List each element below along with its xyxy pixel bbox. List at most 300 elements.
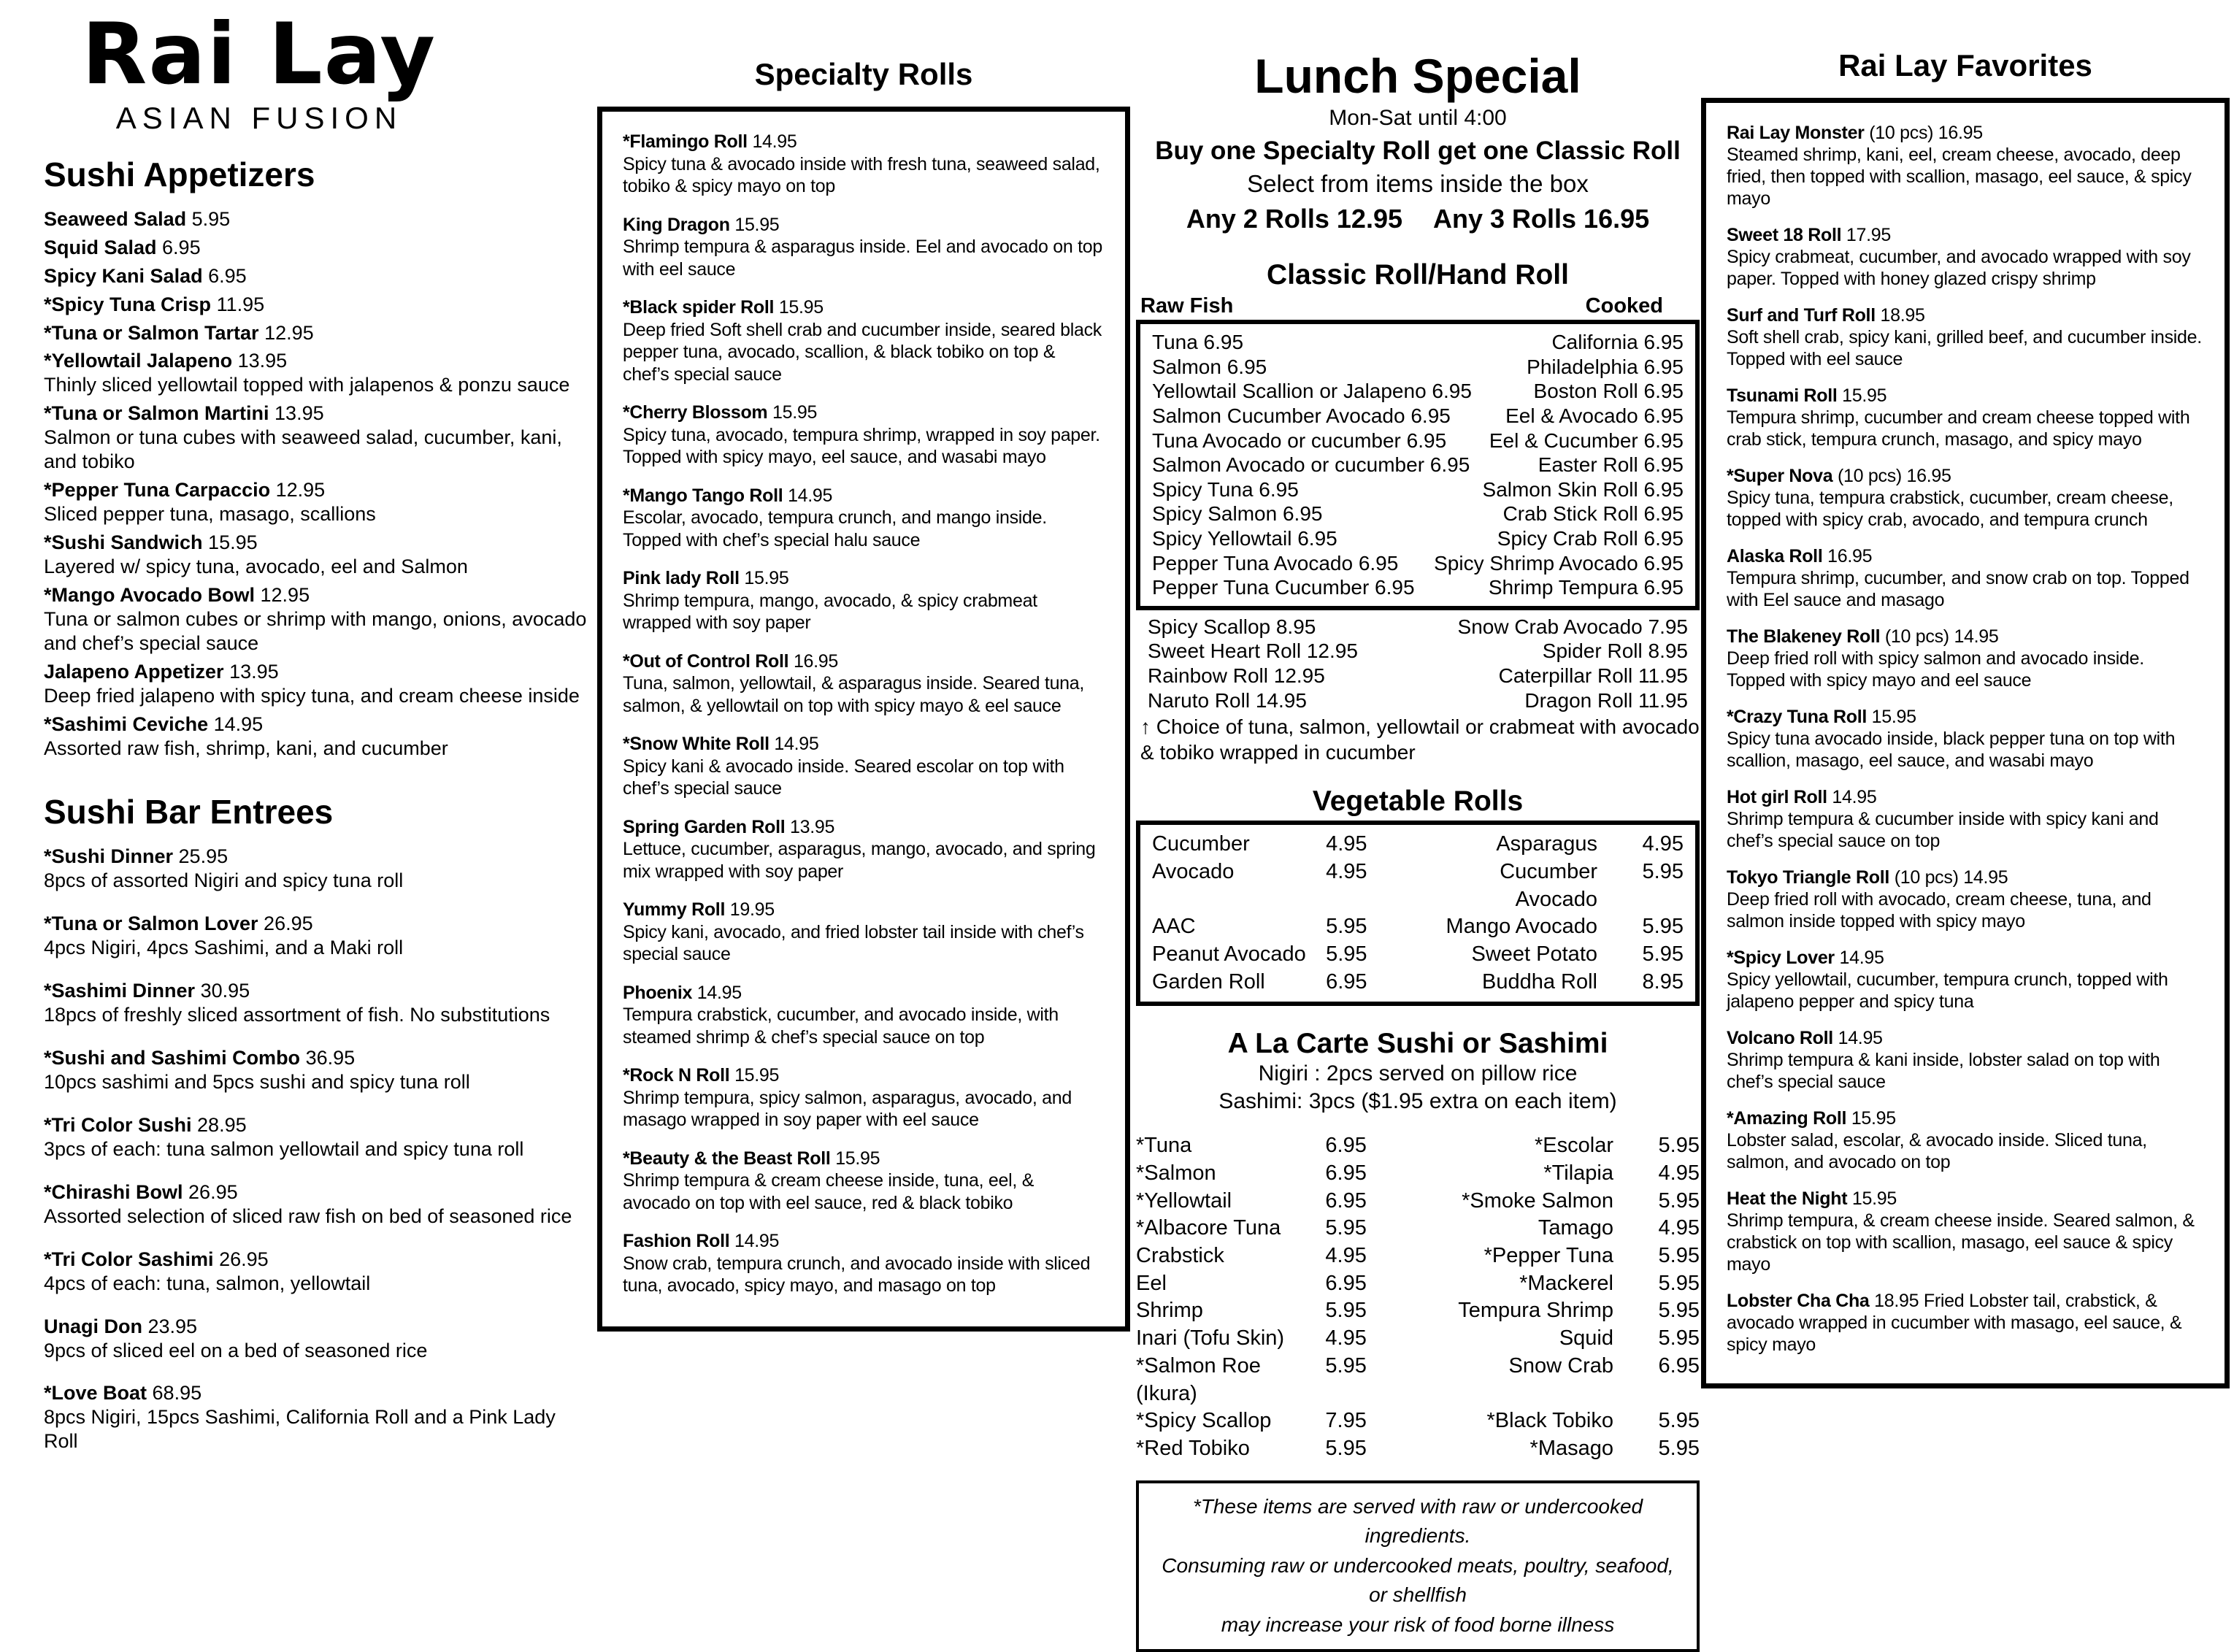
left-item: Spicy Yellowtail 6.95 — [1152, 527, 1337, 550]
item-price: 5.95 — [1658, 1271, 1700, 1295]
naruto-roll-note: ↑ Choice of tuna, salmon, yellowtail or crabmeat with avocado & tobiko wrapped in cucumber — [1140, 715, 1700, 764]
raw-fish-header: Raw Fish — [1140, 294, 1234, 318]
section-title-sushi-bar-entrees: Sushi Bar Entrees — [44, 793, 334, 831]
price-row — [1136, 1325, 1700, 1353]
menu-item — [1727, 545, 2206, 611]
item-desc: Spicy crabmeat, cucumber, and avocado wrapped with soy paper. Topped with honey glazed crispy shrimp — [1727, 247, 2191, 289]
menu-item-header — [1727, 1027, 2206, 1049]
lunch-offer-three-rolls: Any 3 Rolls 16.95 — [1433, 204, 1650, 234]
item-desc: Shrimp tempura, spicy salmon, asparagus, avocado, and masago wrapped in soy paper with eel sauce — [623, 1087, 1072, 1130]
item-name: Spicy Kani Salad — [44, 264, 203, 287]
price-row — [1152, 477, 1684, 502]
item-name: *Chirashi Bowl — [44, 1180, 183, 1203]
menu-item-header — [623, 982, 1106, 1004]
menu-item — [623, 296, 1106, 385]
lunch-offer-two-rolls: Any 2 Rolls 12.95 — [1186, 204, 1402, 234]
item-name: *Smoke Salmon — [1462, 1188, 1613, 1213]
price-row — [1152, 913, 1684, 941]
menu-item — [1727, 304, 2206, 370]
item-desc: Shrimp tempura & asparagus inside. Eel and avocado on top with eel sauce — [623, 237, 1102, 280]
item-name: *Yellowtail — [1136, 1188, 1232, 1213]
item-desc: Escolar, avocado, tempura crunch, and mango inside. Topped with chef’s special halu sauce — [623, 507, 1047, 550]
item-price: 15.95 — [830, 1148, 880, 1169]
item-desc: 18pcs of freshly sliced assortment of fish. No substitutions — [44, 1004, 550, 1026]
price-row — [1136, 1407, 1700, 1435]
right-item: Philadelphia 6.95 — [1527, 355, 1684, 378]
item-name: *Spicy Tuna Crisp — [44, 293, 212, 315]
menu-item-header — [44, 660, 593, 684]
menu-item — [623, 214, 1106, 281]
item-price: 17.95 — [1841, 225, 1891, 245]
item-desc: Spicy kani & avocado inside. Seared escolar on top with chef’s special sauce — [623, 756, 1064, 799]
left-item: Pepper Tuna Avocado 6.95 — [1152, 551, 1399, 575]
item-price: 15.95 — [1846, 1108, 1896, 1129]
item-price: 5.95 — [1658, 1409, 1700, 1433]
item-desc: 3pcs of each: tuna salmon yellowtail and spicy tuna roll — [44, 1137, 524, 1160]
item-price: 14.95 — [208, 712, 264, 735]
menu-item-header — [623, 567, 1106, 590]
disclaimer-line: Consuming raw or undercooked meats, poultry, seafood, or shellfish — [1162, 1553, 1674, 1607]
price-row — [1152, 502, 1684, 526]
price-row — [1148, 639, 1688, 664]
item-desc: Shrimp tempura & cucumber inside with spicy kani and chef’s special sauce on top — [1727, 809, 2159, 851]
right-cell — [1427, 1435, 1700, 1463]
appetizers-list — [44, 207, 593, 761]
left-cell — [1152, 858, 1410, 913]
menu-item — [44, 402, 593, 474]
left-cell — [1136, 1160, 1409, 1188]
item-name: *Sashimi Ceviche — [44, 712, 209, 735]
item-price: (10 pcs) 14.95 — [1889, 867, 2008, 888]
menu-item-header — [44, 236, 593, 260]
classic-roll-box — [1136, 320, 1700, 610]
right-item: Eel & Avocado 6.95 — [1505, 404, 1684, 428]
classic-roll-column-headers — [1136, 294, 1700, 320]
menu-item — [44, 1315, 593, 1363]
price-row — [1152, 941, 1684, 969]
item-price: 5.95 — [1325, 1216, 1367, 1240]
column-favorites — [1701, 48, 2230, 1388]
right-cell — [1427, 1132, 1700, 1160]
menu-item — [1727, 1027, 2206, 1093]
item-price: 15.95 — [202, 531, 258, 554]
item-desc: Spicy yellowtail, cucumber, tempura crunch, topped with jalapeno pepper and spicy tuna — [1727, 969, 2168, 1012]
item-desc: Tuna or salmon cubes or shrimp with mango, onions, avocado and chef’s special sauce — [44, 607, 587, 654]
menu-item — [44, 207, 593, 231]
item-price: 6.95 — [1658, 1353, 1700, 1378]
menu-item-header — [1727, 1188, 2206, 1210]
left-cell — [1136, 1188, 1409, 1215]
price-row — [1136, 1132, 1700, 1160]
item-price: 14.95 — [692, 982, 742, 1003]
menu-item-header — [44, 402, 593, 426]
item-name: Tsunami Roll — [1727, 385, 1838, 406]
item-price: 5.95 — [1658, 1188, 1700, 1213]
menu-item-header — [1727, 947, 2206, 969]
item-price: 25.95 — [173, 845, 229, 868]
menu-item-header — [44, 1248, 593, 1272]
menu-item-header — [623, 733, 1106, 756]
item-price: 15.95 — [729, 214, 780, 235]
left-cell — [1136, 1353, 1409, 1407]
lunch-select-note: Select from items inside the box — [1247, 170, 1589, 198]
price-row — [1136, 1435, 1700, 1463]
item-desc: Spicy tuna, avocado, tempura shrimp, wrapped in soy paper. Topped with spicy mayo, eel sauce, and wasabi mayo — [623, 424, 1100, 467]
menu-item-header — [623, 899, 1106, 921]
item-desc: Soft shell crab, spicy kani, grilled beef, and cucumber inside. Topped with eel sauce — [1727, 327, 2202, 369]
right-cell — [1427, 1242, 1700, 1270]
item-desc: Tempura shrimp, cucumber and cream cheese topped with crab stick, tempura crunch, masago, and spicy mayo — [1727, 407, 2190, 450]
item-desc: Lettuce, cucumber, asparagus, mango, avocado, and spring mix wrapped with soy paper — [623, 839, 1096, 882]
classic-roll-extra-list — [1136, 610, 1700, 712]
specialty-rolls-list — [623, 131, 1106, 1297]
price-row — [1152, 404, 1684, 429]
item-name: *Sashimi Dinner — [44, 980, 196, 1002]
item-name: *Yellowtail Jalapeno — [44, 350, 233, 372]
item-price: 5.95 — [1658, 1436, 1700, 1460]
item-desc: 4pcs Nigiri, 4pcs Sashimi, and a Maki roll — [44, 937, 404, 959]
item-name: Fashion Roll — [623, 1231, 730, 1251]
price-row — [1152, 969, 1684, 996]
menu-item-header — [623, 816, 1106, 839]
menu-item — [623, 1148, 1106, 1215]
left-item: Rainbow Roll 12.95 — [1148, 664, 1325, 688]
menu-item — [44, 583, 593, 656]
menu-item — [44, 478, 593, 526]
vegetable-rolls-box — [1136, 821, 1700, 1006]
item-desc: 10pcs sashimi and 5pcs sushi and spicy tuna roll — [44, 1071, 470, 1094]
right-cell — [1426, 858, 1684, 913]
item-name: Heat the Night — [1727, 1188, 1848, 1209]
left-item: Salmon Cucumber Avocado 6.95 — [1152, 404, 1451, 428]
item-price: 5.95 — [1325, 1436, 1367, 1460]
item-name: *Mackerel — [1519, 1271, 1613, 1295]
item-price: 4.95 — [1642, 832, 1684, 856]
item-name: *Black Tobiko — [1486, 1409, 1613, 1433]
item-name: Mango Avocado — [1446, 915, 1597, 939]
item-name: *Red Tobiko — [1136, 1436, 1250, 1460]
left-cell — [1152, 969, 1410, 996]
item-price: 4.95 — [1325, 1326, 1367, 1351]
item-name: *Tuna — [1136, 1134, 1192, 1158]
left-cell — [1152, 941, 1410, 969]
item-name: Spring Garden Roll — [623, 816, 786, 837]
price-row — [1136, 1215, 1700, 1242]
left-cell — [1136, 1242, 1409, 1270]
left-item: Pepper Tuna Cucumber 6.95 — [1152, 576, 1415, 599]
price-row — [1148, 688, 1688, 713]
column-specialty-rolls — [597, 57, 1130, 1332]
menu-item — [44, 1180, 593, 1229]
right-item: Crab Stick Roll 6.95 — [1502, 502, 1684, 526]
menu-item — [1727, 224, 2206, 290]
right-item: Shrimp Tempura 6.95 — [1488, 576, 1684, 599]
item-price: 13.95 — [232, 350, 288, 372]
menu-item — [1727, 385, 2206, 450]
item-price: 4.95 — [1326, 832, 1367, 856]
menu-item-header — [623, 131, 1106, 153]
item-price: 13.95 — [269, 402, 324, 425]
right-item: Spicy Crab Roll 6.95 — [1497, 527, 1684, 550]
item-name: Sweet 18 Roll — [1727, 225, 1842, 245]
item-name: *Salmon — [1136, 1161, 1216, 1186]
item-name: Rai Lay Monster — [1727, 123, 1865, 143]
item-price: 5.95 — [186, 207, 231, 230]
item-price: 5.95 — [1658, 1244, 1700, 1268]
left-cell — [1152, 831, 1410, 858]
item-name: Cucumber Avocado — [1500, 859, 1597, 911]
item-name: Eel — [1136, 1271, 1167, 1295]
alacarte-list — [1136, 1132, 1700, 1462]
left-cell — [1136, 1297, 1409, 1325]
price-row — [1152, 429, 1684, 453]
right-item: Snow Crab Avocado 7.95 — [1457, 615, 1688, 638]
item-name: *Out of Control Roll — [623, 650, 789, 672]
menu-item-header — [44, 478, 593, 502]
item-desc: Spicy kani, avocado, and fried lobster tail inside with chef’s special sauce — [623, 921, 1084, 964]
menu-item-header — [1727, 385, 2206, 407]
item-price: 5.95 — [1658, 1134, 1700, 1158]
menu-item — [1727, 706, 2206, 772]
left-item: Tuna 6.95 — [1152, 331, 1244, 354]
item-name: Buddha Roll — [1482, 969, 1597, 994]
menu-item — [1727, 1188, 2206, 1275]
item-price: 6.95 — [1326, 969, 1367, 994]
right-cell — [1427, 1188, 1700, 1215]
item-desc: Fried Lobster tail, crabstick, & avocado wrapped in cucumber with masago, eel sauce, & spicy mayo — [1727, 1291, 2182, 1355]
menu-item — [1727, 786, 2206, 852]
item-name: Asparagus — [1496, 832, 1597, 856]
menu-item — [44, 236, 593, 260]
favorites-list — [1727, 122, 2206, 1356]
classic-roll-title: Classic Roll/Hand Roll — [1267, 259, 1569, 291]
right-item: Eel & Cucumber 6.95 — [1489, 429, 1684, 452]
disclaimer-line: *These items are served with raw or undercooked ingredients. — [1192, 1494, 1643, 1548]
item-name: Inari (Tofu Skin) — [1136, 1326, 1285, 1351]
item-name: Crabstick — [1136, 1244, 1224, 1268]
right-cell — [1426, 831, 1684, 858]
item-desc: Salmon or tuna cubes with seaweed salad, cucumber, kani, and tobiko — [44, 426, 562, 473]
right-cell — [1427, 1407, 1700, 1435]
item-desc: Deep fried jalapeno with spicy tuna, and cream cheese inside — [44, 684, 580, 707]
item-name: *Snow White Roll — [623, 734, 769, 754]
right-cell — [1427, 1297, 1700, 1325]
item-name: *Tri Color Sushi — [44, 1113, 192, 1136]
item-name: Sweet Potato — [1471, 942, 1597, 966]
item-price: 26.95 — [213, 1248, 269, 1270]
menu-item-header — [1727, 465, 2206, 487]
item-price: 18.95 — [1869, 1291, 1919, 1311]
left-item: Naruto Roll 14.95 — [1148, 688, 1307, 712]
price-row — [1152, 355, 1684, 380]
item-price: 14.95 — [769, 734, 819, 754]
item-name: Tokyo Triangle Roll — [1727, 867, 1890, 888]
left-item: Salmon 6.95 — [1152, 355, 1267, 378]
item-name: *Mango Avocado Bowl — [44, 583, 256, 606]
item-price: 18.95 — [1875, 305, 1925, 326]
menu-item — [623, 816, 1106, 883]
menu-item — [44, 321, 593, 345]
menu-item — [1727, 1107, 2206, 1173]
item-price: 5.95 — [1658, 1326, 1700, 1351]
left-cell — [1136, 1215, 1409, 1242]
item-price: (10 pcs) 14.95 — [1880, 626, 1999, 647]
menu-item-header — [1727, 626, 2206, 648]
item-name: *Escolar — [1535, 1134, 1613, 1158]
item-price: 15.95 — [774, 297, 824, 318]
item-name: *Crazy Tuna Roll — [1727, 707, 1867, 727]
menu-item — [44, 349, 593, 397]
item-name: Cucumber — [1152, 832, 1250, 856]
menu-item — [1727, 1290, 2206, 1356]
item-price: 11.95 — [211, 293, 265, 315]
item-desc: Shrimp tempura, mango, avocado, & spicy crabmeat wrapped with soy paper — [623, 590, 1037, 633]
item-name: Yummy Roll — [623, 899, 726, 920]
item-name: Snow Crab — [1508, 1353, 1613, 1378]
item-name: Tamago — [1538, 1216, 1613, 1240]
menu-item — [623, 1230, 1106, 1297]
right-item: Dragon Roll 11.95 — [1524, 688, 1688, 712]
disclaimer-box — [1136, 1480, 1700, 1652]
item-price: 15.95 — [1847, 1188, 1897, 1209]
item-name: *Amazing Roll — [1727, 1108, 1847, 1129]
menu-item — [623, 733, 1106, 800]
item-price: 36.95 — [300, 1047, 356, 1069]
item-price: 12.95 — [270, 479, 326, 502]
menu-item — [44, 979, 593, 1027]
menu-item-header — [623, 402, 1106, 424]
item-desc: Thinly sliced yellowtail topped with jalapenos & ponzu sauce — [44, 374, 570, 396]
item-price: 4.95 — [1658, 1161, 1700, 1186]
menu-item-header — [1727, 786, 2206, 808]
item-name: *Flamingo Roll — [623, 131, 748, 152]
price-row — [1152, 551, 1684, 576]
menu-item — [623, 899, 1106, 966]
item-name: Tempura Shrimp — [1458, 1299, 1613, 1323]
price-row — [1148, 664, 1688, 688]
menu-item-header — [44, 1180, 593, 1205]
menu-item-header — [44, 845, 593, 869]
item-desc: 9pcs of sliced eel on a bed of seasoned rice — [44, 1339, 428, 1361]
price-row — [1136, 1270, 1700, 1298]
right-cell — [1426, 941, 1684, 969]
item-name: AAC — [1152, 915, 1196, 939]
item-price: 4.95 — [1658, 1216, 1700, 1240]
menu-item-header — [1727, 224, 2206, 246]
menu-item — [44, 264, 593, 288]
item-price: (10 pcs) 16.95 — [1832, 466, 1951, 486]
brand-logo: Rai Lay — [82, 5, 437, 104]
section-title-favorites: Rai Lay Favorites — [1838, 48, 2092, 82]
menu-item — [1727, 465, 2206, 531]
menu-item-header — [44, 912, 593, 936]
lunch-hours: Mon-Sat until 4:00 — [1329, 106, 1507, 131]
left-item: Tuna Avocado or cucumber 6.95 — [1152, 429, 1447, 452]
item-name: Peanut Avocado — [1152, 942, 1306, 966]
menu-item-header — [44, 1046, 593, 1070]
item-price: 6.95 — [202, 264, 247, 287]
item-price: 14.95 — [1832, 1028, 1883, 1048]
item-price: 26.95 — [183, 1180, 238, 1203]
menu-item — [623, 402, 1106, 469]
menu-item-header — [1727, 1107, 2206, 1129]
menu-item-header — [44, 1113, 593, 1137]
menu-item-header — [44, 321, 593, 345]
item-desc: Deep fried roll with spicy salmon and avocado inside. Topped with spicy mayo and eel sauce — [1727, 648, 2144, 691]
item-desc: Deep fried Soft shell crab and cucumber inside, seared black pepper tuna, avocado, scallion, & black tobiko on top & chef’s special sauce — [623, 319, 1102, 385]
brand-tagline: ASIAN FUSION — [115, 100, 403, 135]
item-name: Pink lady Roll — [623, 568, 740, 588]
menu-item-header — [44, 531, 593, 555]
item-price: 5.95 — [1658, 1299, 1700, 1323]
item-name: Phoenix — [623, 982, 693, 1003]
item-name: *Love Boat — [44, 1382, 147, 1405]
item-name: *Sushi Dinner — [44, 845, 174, 868]
item-name: *Sushi Sandwich — [44, 531, 203, 554]
item-price: 23.95 — [142, 1315, 198, 1337]
item-price: 14.95 — [783, 485, 833, 506]
item-price: 14.95 — [1827, 787, 1877, 807]
menu-item — [44, 1248, 593, 1296]
item-desc: 8pcs of assorted Nigiri and spicy tuna roll — [44, 869, 404, 892]
item-price: 12.95 — [255, 583, 310, 606]
menu-item — [44, 912, 593, 960]
right-item: Salmon Skin Roll 6.95 — [1482, 477, 1684, 501]
item-price: 5.95 — [1642, 859, 1684, 883]
menu-item — [623, 982, 1106, 1049]
item-desc: Deep fried roll with avocado, cream cheese, tuna, and salmon inside topped with spicy mayo — [1727, 889, 2152, 931]
disclaimer-line: may increase your risk of food borne illness — [1221, 1613, 1615, 1636]
item-price: 19.95 — [725, 899, 775, 920]
item-price: 15.95 — [1867, 707, 1916, 727]
menu-item-header — [623, 485, 1106, 507]
item-name: *Cherry Blossom — [623, 402, 768, 423]
item-name: *Tuna or Salmon Lover — [44, 913, 258, 935]
item-name: Unagi Don — [44, 1315, 142, 1337]
item-price: 16.95 — [1822, 546, 1873, 566]
item-name: Garden Roll — [1152, 969, 1265, 994]
item-name: Hot girl Roll — [1727, 787, 1827, 807]
item-desc: Shrimp tempura, & cream cheese inside. Seared salmon, & crabstick on top with scallion, masago, eel sauce & spicy mayo — [1727, 1210, 2195, 1275]
menu-item — [44, 1113, 593, 1161]
favorites-box — [1701, 98, 2230, 1388]
right-cell — [1426, 969, 1684, 996]
item-price: 6.95 — [156, 236, 201, 258]
right-item: Spicy Shrimp Avocado 6.95 — [1434, 551, 1684, 575]
item-desc: Spicy tuna avocado inside, black pepper tuna on top with scallion, masago, eel sauce, and wasabi mayo — [1727, 729, 2176, 771]
item-price: 6.95 — [1325, 1134, 1367, 1158]
menu-item-header — [623, 214, 1106, 237]
price-row — [1152, 330, 1684, 355]
item-name: *Albacore Tuna — [1136, 1216, 1281, 1240]
menu-item-header — [44, 293, 593, 317]
menu-item-header — [1727, 304, 2206, 326]
alacarte-title: A La Carte Sushi or Sashimi — [1227, 1028, 1608, 1060]
lunch-offer — [1136, 204, 1700, 234]
item-price: 13.95 — [785, 816, 835, 837]
right-cell — [1427, 1160, 1700, 1188]
item-price: 7.95 — [1325, 1409, 1367, 1433]
item-price: 15.95 — [1837, 385, 1887, 406]
item-price: (10 pcs) 16.95 — [1864, 123, 1983, 143]
menu-item — [623, 1064, 1106, 1132]
right-item: California 6.95 — [1551, 331, 1684, 354]
item-price: 6.95 — [1325, 1161, 1367, 1186]
item-price: 13.95 — [223, 660, 279, 683]
right-item: Boston Roll 6.95 — [1533, 380, 1684, 403]
item-name: *Beauty & the Beast Roll — [623, 1148, 831, 1169]
section-title-sushi-appetizers: Sushi Appetizers — [44, 155, 315, 193]
